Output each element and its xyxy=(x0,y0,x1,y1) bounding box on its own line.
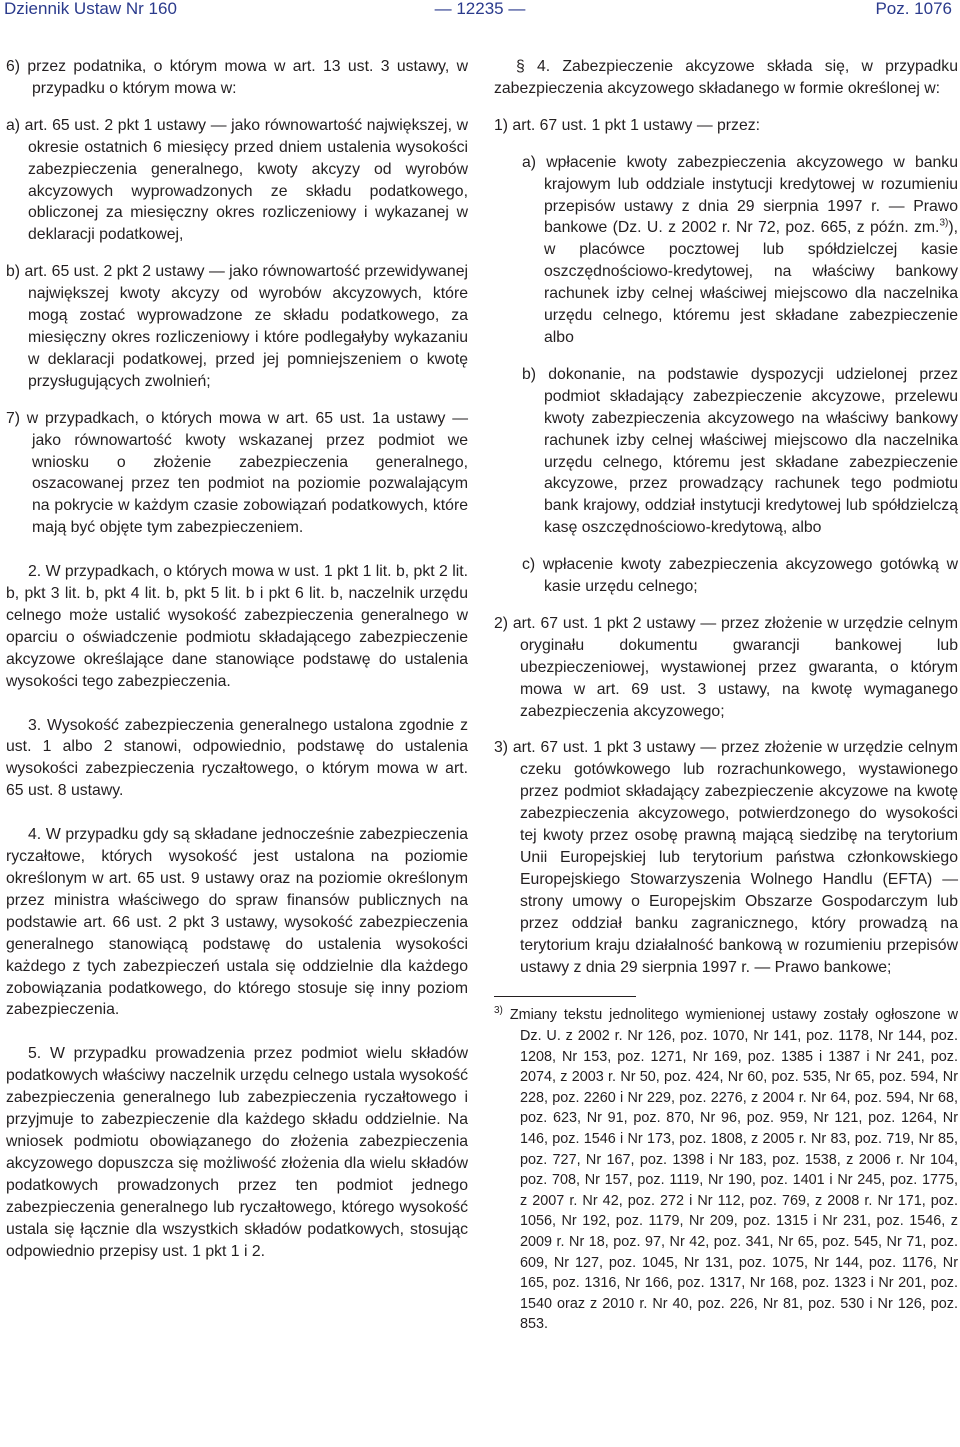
paragraph-5: 5. W przypadku prowadzenia przez podmiot wielu składów podatkowych właściwy naczelnik urzędu celnego ustala wysokość zabezpieczenia generalnego lub zabezpieczenia ryczałtowego i przyjmuje to zabezpieczenie dla każdego składu oddzielnie. Na wniosek podmiotu obowiązanego do złożenia zabezpieczenia akcyzowego dopuszcza się możliwość złożenia dla wielu składów podatkowych prowadzonych przez ten podmiot jednego zabezpieczenia generalnego lub ryczałtowego, którego wysokość ustala się łącznie dla wszystkich składów podatkowych, stosując odpowiednio przepisy ust. 1 pkt 1 i 2. xyxy=(6,1045,468,1260)
page-number: — 12235 — xyxy=(434,0,526,18)
position-number: Poz. 1076 xyxy=(875,0,952,18)
item-1b: b) dokonanie, na podstawie dyspozycji udzielonej przez podmiot składający zabezpieczenie akcyzowe, przelewu kwoty zabezpieczenia akcyzowego na właściwy bankowy rachunek izby celnej właściwej miejscowo dla naczelnika urzędu celnego, któremu jest składane zabezpieczenie akcyzowe, przez prowadzący rachunek tego podmiotu bank krajowy, oddział instytucji kredytowej lub spółdzielczą kasę oszczędnościowo-kredytową, albo xyxy=(522,365,958,537)
item-7: 7) w przypadkach, o których mowa w art. 65 ust. 1a ustawy — jako równowartość kwoty wskazanej przez podmiot we wniosku o złożenie zabezpieczenia generalnego, oszacowanej przez ten podmiot na poziomie pozwalającym na pokrycie w każdym czasie zobowiązań podatkowych, które mają być objęte tym zabezpieczeniem. xyxy=(6,409,468,537)
paragraph-2: 2. W przypadkach, o których mowa w ust. 1 pkt 1 lit. b, pkt 2 lit. b, pkt 3 lit. b, pkt 4 lit. b, pkt 5 lit. b i pkt 6 lit. b, naczelnik urzędu celnego może ustalić wysokość zabezpieczenia generalnego w oparciu o oświadczenie podmiotu składającego zabezpieczenie akcyzowe określające dane stanowiące podstawę do ustalenia wysokości tego zabezpieczenia. xyxy=(6,563,468,690)
right-column xyxy=(494,56,958,1335)
item-1: 1) art. 67 ust. 1 pkt 1 ustawy — przez: xyxy=(494,116,761,134)
item-6b: b) art. 65 ust. 2 pkt 2 ustawy — jako równowartość przewidywanej największej kwoty akcyzy od wyrobów akcyzowych, które mogą zostać wyprowadzone ze składu podatkowego, za miesięczny okres rozliczeniowy i które podlegałyby wykazaniu w deklaracji podatkowej, przed jej pomniejszeniem o kwotę przysługujących zwolnień; xyxy=(6,263,468,390)
left-column xyxy=(6,56,468,1262)
item-1a xyxy=(494,152,958,349)
item-6a: a) art. 65 ust. 2 pkt 1 ustawy — jako równowartość największej, w okresie ostatnich 6 miesięcy przed dniem ustalenia wysokości zabezpieczenia generalnego, kwoty akcyzy od wyrobów akcyzowych wyprowadzonych ze składu podatkowego, obliczonej za miesięczny okres rozliczeniowy i wykazanej w deklaracji podatkowej, xyxy=(6,116,468,244)
paragraph-4: 4. W przypadku gdy są składane jednocześnie zabezpieczenia ryczałtowe, których wysokość jest ustalona na poziomie określonym w art. 65 ust. 9 ustawy oraz na poziomie określonym przez ministra właściwego do spraw finansów publicznych na podstawie art. 66 ust. 2 pkt 3 ustawy, wysokość zabezpieczenia generalnego stanowiącą podstawę do ustalenia wysokości każdego z tych zabezpieczeń ustala się oddzielnie dla każdego zobowiązania podatkowego, do którego stosuje się inny poziom zabezpieczenia. xyxy=(6,826,468,1019)
item-1a-text: a) wpłacenie kwoty zabezpieczenia akcyzowego w banku krajowym lub oddziale instytucji kredytowej w rozumieniu przepisów ustawy z dnia 29 sierpnia 1997 r. — Prawo bankowe (Dz. U. z 2002 r. Nr 72, poz. 665, z późn. zm. xyxy=(522,153,958,237)
footnote xyxy=(494,1005,958,1335)
journal-title: Dziennik Ustaw Nr 160 xyxy=(4,0,177,18)
footnote-divider xyxy=(494,996,636,997)
footnote-text: Zmiany tekstu jednolitego wymienionej ustawy zostały ogłoszone w Dz. U. z 2002 r. Nr 126, poz. 1070, Nr 141, poz. 1178, Nr 144, poz. 1208, Nr 153, poz. 1271, Nr 169, poz. 1385 i 1387 i Nr 241, poz. 2074, z 2003 r. Nr 50, poz. 424, Nr 60, poz. 535, Nr 65, poz. 594, Nr 228, poz. 2260 i Nr 229, poz. 2276, z 2004 r. Nr 64, poz. 594, Nr 68, poz. 623, Nr 91, poz. 870, Nr 96, poz. 959, Nr 121, poz. 1264, Nr 146, poz. 1546 i Nr 173, poz. 1808, z 2005 r. Nr 83, poz. 719, Nr 85, poz. 727, Nr 167, poz. 1398 i Nr 183, poz. 1538, z 2006 r. Nr 104, poz. 708, Nr 157, poz. 1119, Nr 190, poz. 1401 i Nr 245, poz. 1775, z 2007 r. Nr 42, poz. 272 i Nr 112, poz. 769, z 2008 r. Nr 171, poz. 1056, Nr 192, poz. 1179, Nr 209, poz. 1315 i Nr 231, poz. 1546, z 2009 r. Nr 18, poz. 97, Nr 42, poz. 341, Nr 65, poz. 545, Nr 71, poz. 609, Nr 127, poz. 1045, Nr 131, poz. 1075, Nr 144, poz. 1176, Nr 165, poz. 1316, Nr 166, poz. 1317, Nr 168, poz. 1323 i Nr 201, poz. 1540 oraz z 2010 r. Nr 40, poz. 226, Nr 81, poz. 530 i Nr 126, poz. 853. xyxy=(509,1007,959,1333)
item-1a-text-cont: ), w placówce pocztowej lub spółdzielczej kasie oszczędnościowo-kredytowej, na właściwy bankowy rachunek izby celnej właściwej miejscowo dla naczelnika urzędu celnego, któremu jest składane zabezpieczenie albo xyxy=(544,219,958,346)
section-4: § 4. Zabezpieczenie akcyzowe składa się, w przypadku zabezpieczenia akcyzowego składanego w formie określonej w: xyxy=(494,58,958,97)
item-3: 3) art. 67 ust. 1 pkt 3 ustawy — przez złożenie w urzędzie celnym czeku gotówkowego lub rozrachunkowego, wystawionego przez podmiot składający zabezpieczenie akcyzowe na kwotę zabezpieczenia akcyzowego, potwierdzonego do wysokości tej kwoty przez osobę prawną mającą siedzibę na terytorium Unii Europejskiej lub terytorium państwa członkowskiego Europejskiego Stowarzyszenia Wolnego Handlu (EFTA) — strony umowy o Europejskim Obszarze Gospodarczym lub przez oddział banku zagranicznego, który prowadzą na terytorium kraju działalność bankową w rozumieniu przepisów ustawy z dnia 29 sierpnia 1997 r. — Prawo bankowe; xyxy=(494,739,958,976)
item-1c: c) wpłacenie kwoty zabezpieczenia akcyzowego gotówką w kasie urzędu celnego; xyxy=(522,556,958,596)
paragraph-3: 3. Wysokość zabezpieczenia generalnego ustalona zgodnie z ust. 1 albo 2 stanowi, odpowiednio, podstawę do ustalenia wysokości zabezpieczenia ryczałtowego, o którym mowa w art. 65 ust. 8 ustawy. xyxy=(6,716,468,800)
item-6: 6) przez podatnika, o którym mowa w art. 13 ust. 3 ustawy, w przypadku o którym mowa w: xyxy=(6,58,468,97)
item-2: 2) art. 67 ust. 1 pkt 2 ustawy — przez złożenie w urzędzie celnym oryginału dokumentu gwarancji bankowej lub ubezpieczeniowej, wystawionej przez gwaranta, o którym mowa w art. 69 ust. 3 ustawy, na kwotę wymaganego zabezpieczenia akcyzowego; xyxy=(494,614,958,720)
page-header xyxy=(0,0,960,20)
footnote-reference: 3) xyxy=(939,218,949,230)
footnote-marker: 3) xyxy=(494,1005,503,1017)
